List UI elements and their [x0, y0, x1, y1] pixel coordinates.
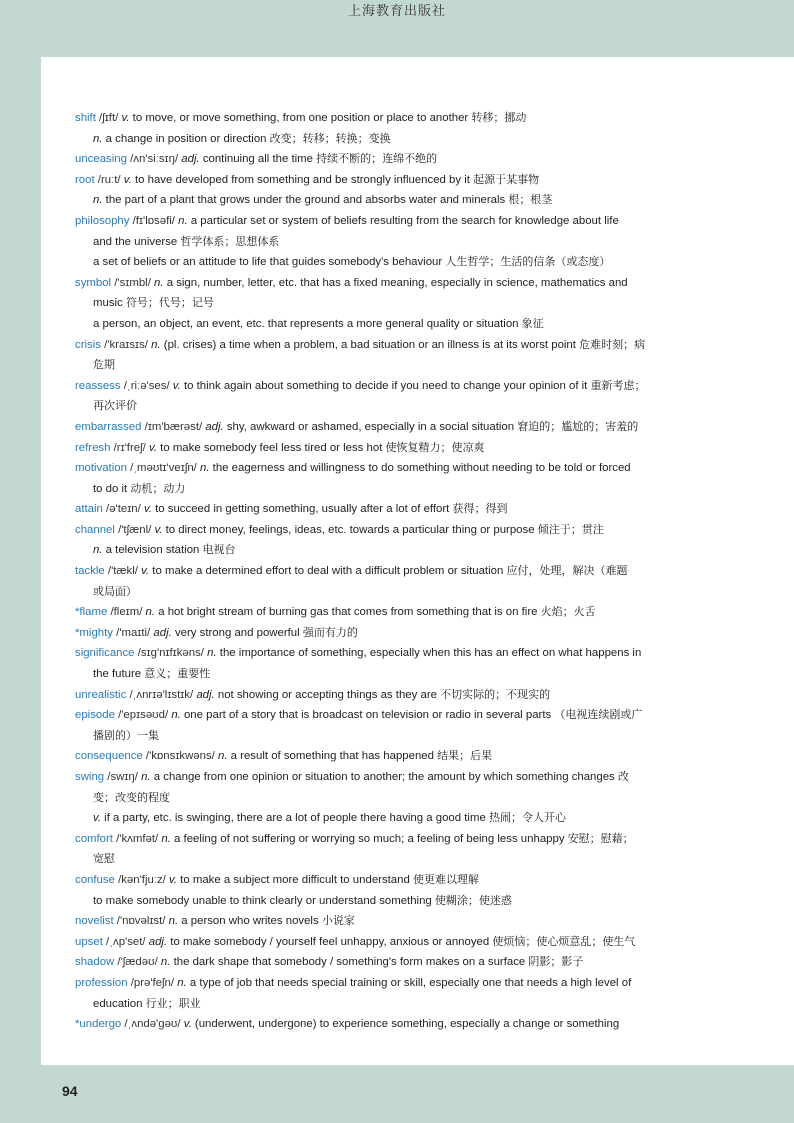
phonetic: /'tʃænl/ [114, 523, 155, 536]
definition: to think again about something to decide if you need to change your opinion of it [180, 379, 591, 392]
definition: the future [93, 668, 145, 681]
phonetic: /ə'teɪn/ [102, 503, 144, 516]
chinese-gloss: 小说家 [321, 914, 355, 928]
definition: a feeling of not suffering or worrying so much; a feeling of being less unhappy [170, 832, 568, 845]
definition: a person who writes novels [178, 915, 322, 928]
part-of-speech: adj. [181, 153, 200, 166]
headword: confuse [75, 873, 115, 886]
chinese-gloss: 热闹；令人开心 [488, 811, 566, 825]
definition: to direct money, feelings, ideas, etc. towards a particular thing or purpose [162, 523, 538, 536]
definition: one part of a story that is broadcast on television or radio in several parts [180, 709, 555, 722]
chinese-gloss: 危期 [93, 358, 115, 372]
definition: a result of something that has happened [227, 750, 438, 763]
chinese-gloss: 不切实际的；不现实的 [440, 687, 551, 701]
headword: swing [75, 771, 105, 783]
vocab-entry [75, 602, 775, 623]
vocab-entry [75, 417, 775, 438]
phonetic: /ˌʌnrɪə'lɪstɪk/ [126, 688, 197, 701]
phonetic: /sɪg'nɪfɪkəns/ [134, 647, 208, 660]
part-of-speech: n. [178, 214, 188, 227]
headword: episode [75, 709, 115, 722]
headword: tackle [75, 565, 105, 578]
definition: music [93, 297, 126, 310]
chinese-gloss: 强而有力的 [302, 625, 358, 639]
chinese-gloss: 窘迫的；尴尬的；害羞的 [517, 419, 639, 433]
part-of-speech: v. [169, 873, 178, 886]
vocab-entry [75, 170, 775, 191]
headword: symbol [75, 276, 112, 289]
chinese-gloss: 安慰；慰藉； [567, 831, 634, 845]
phonetic: /ruːt/ [94, 173, 124, 186]
part-of-speech: v. [143, 503, 152, 516]
chinese-gloss: 重新考虑； [590, 378, 646, 392]
entry-continuation [75, 252, 775, 273]
vocab-entry [75, 746, 775, 767]
chinese-gloss: 改变；转移；转换；变换 [269, 131, 391, 145]
chinese-gloss: 转移；挪动 [471, 111, 527, 124]
definition: to move, or move something, from one position or place to another [129, 112, 472, 124]
part-of-speech: adj. [148, 935, 168, 948]
chinese-gloss: 象征 [521, 316, 544, 330]
headword: root [75, 173, 95, 186]
page-content [41, 57, 794, 1065]
chinese-gloss: 使烦恼；使心烦意乱；使生气 [492, 934, 636, 948]
chinese-gloss: 或局面） [93, 584, 137, 598]
phonetic: /'kraɪsɪs/ [100, 338, 152, 351]
chinese-gloss: 起源于某事物 [473, 172, 540, 186]
headword: unceasing [75, 153, 127, 166]
phonetic: /rɪ'freʃ/ [110, 441, 149, 454]
headword: reassess [75, 379, 121, 392]
part-of-speech: n. [145, 606, 156, 619]
part-of-speech: n. [93, 544, 103, 557]
vocab-entry [75, 911, 775, 932]
definition: and the universe [93, 235, 181, 248]
part-of-speech: v. [154, 523, 163, 536]
phonetic: /'nɒvəlɪst/ [113, 915, 169, 928]
entry-continuation [75, 190, 775, 211]
chinese-gloss: 持续不断的；连绵不绝的 [316, 152, 438, 166]
definition: a television station [102, 544, 203, 557]
part-of-speech: n. [160, 956, 171, 969]
vocab-entry [75, 643, 775, 664]
entry-continuation [75, 849, 775, 870]
headword: channel [75, 523, 115, 536]
definition: to succeed in getting something, usually after a lot of effort [151, 503, 453, 516]
vocab-entry [75, 108, 775, 129]
definition: to do it [93, 482, 131, 495]
vocab-entry [75, 273, 775, 294]
headword: philosophy [75, 214, 130, 227]
entry-continuation [75, 232, 775, 253]
vocab-entry [75, 149, 775, 170]
phonetic: /'kɒnsɪkwəns/ [142, 750, 219, 763]
vocab-entry [75, 685, 775, 706]
definition: to make a subject more difficult to understand [177, 873, 413, 886]
vocab-entry [75, 376, 775, 397]
headword: *undergo [75, 1018, 122, 1031]
definition: to make somebody / yourself feel unhappy, anxious or annoyed [167, 935, 493, 948]
headword: comfort [75, 832, 113, 845]
entry-continuation [75, 479, 775, 500]
definition: very strong and powerful [171, 626, 303, 639]
chinese-gloss: 危难时刻；病 [579, 337, 646, 351]
part-of-speech: v. [93, 812, 102, 825]
phonetic: /kən'fjuːz/ [114, 873, 169, 886]
headword: consequence [75, 750, 143, 763]
entry-continuation [75, 994, 775, 1015]
headword: shift [75, 112, 96, 124]
chinese-gloss: 播剧的）一集 [93, 728, 159, 742]
phonetic: /ʃɪft/ [95, 112, 122, 124]
definition: the eagerness and willingness to do something without needing to be told or forced [209, 462, 631, 475]
part-of-speech: n. [200, 462, 210, 475]
headword: upset [75, 935, 103, 948]
definition: not showing or accepting things as they are [214, 688, 441, 701]
phonetic: /swɪŋ/ [104, 771, 142, 783]
definition: a change in position or direction [102, 132, 270, 145]
definition: a change from one opinion or situation to another; the amount by which something changes [150, 771, 618, 783]
chinese-gloss: 获得；得到 [452, 502, 508, 516]
vocab-entry [75, 932, 775, 953]
vocab-entry [75, 520, 775, 541]
phonetic: /'sɪmbl/ [111, 276, 155, 289]
chinese-gloss: 符号；代号；记号 [125, 296, 214, 310]
vocab-entry [75, 829, 775, 850]
headword: shadow [75, 956, 115, 969]
definition: a particular set or system of beliefs resulting from the search for knowledge about life [187, 214, 619, 227]
part-of-speech: n. [151, 338, 161, 351]
entry-continuation [75, 726, 775, 747]
definition: continuing all the time [199, 153, 317, 166]
part-of-speech: n. [93, 194, 103, 207]
vocab-entry [75, 499, 775, 520]
vocab-entry [75, 458, 775, 479]
chinese-gloss: 根；根茎 [508, 193, 553, 207]
definition: (pl. crises) a time when a problem, a bad situation or an illness is at its worst point [160, 338, 580, 351]
entry-continuation [75, 808, 775, 829]
chinese-gloss: 人生哲学；生活的信条（或态度） [445, 255, 611, 269]
entry-continuation [75, 540, 775, 561]
part-of-speech: v. [121, 112, 130, 124]
definition: the dark shape that somebody / something's form makes on a surface [170, 956, 529, 969]
phonetic: /ˌʌndə'gəʊ/ [121, 1018, 184, 1031]
entry-continuation [75, 355, 775, 376]
chinese-gloss: 火焰；火舌 [540, 605, 596, 619]
vocab-entry [75, 952, 775, 973]
part-of-speech: n. [154, 276, 164, 289]
entry-continuation [75, 129, 775, 150]
phonetic: /ˌriːə'ses/ [120, 379, 173, 392]
part-of-speech: v. [183, 1018, 192, 1031]
chinese-gloss: 动机；动力 [130, 481, 186, 495]
chinese-gloss: 行业；职业 [145, 996, 201, 1010]
vocab-entry [75, 335, 775, 356]
chinese-gloss: 意义；重要性 [144, 667, 211, 681]
chinese-gloss: 电视台 [202, 543, 236, 557]
headword: novelist [75, 915, 114, 928]
publisher-name: 上海教育出版社 [347, 4, 446, 19]
headword: *flame [75, 606, 108, 619]
entry-continuation [75, 396, 775, 417]
part-of-speech: n. [93, 132, 103, 145]
entry-continuation [75, 891, 775, 912]
vocab-entry [75, 870, 775, 891]
definition: a type of job that needs special training or skill, especially one that needs a high level of [186, 976, 632, 989]
headword: embarrassed [75, 420, 142, 433]
definition: to make a determined effort to deal with a difficult problem or situation [149, 565, 507, 578]
chinese-gloss: 使更难以理解 [412, 872, 479, 886]
definition: to make somebody unable to think clearly or understand something [93, 894, 435, 907]
part-of-speech: n. [141, 771, 151, 783]
vocab-entry [75, 623, 775, 644]
page-number: 94 [62, 1083, 78, 1099]
headword: motivation [75, 462, 127, 475]
headword: profession [75, 976, 128, 989]
definition: the part of a plant that grows under the ground and absorbs water and minerals [102, 194, 509, 207]
vocab-entry [75, 973, 775, 994]
vocab-entry [75, 438, 775, 459]
part-of-speech: v. [148, 441, 157, 454]
definition: a sign, number, letter, etc. that has a fixed meaning, especially in science, mathematics and [163, 276, 628, 289]
headword: *mighty [75, 626, 113, 639]
definition: a set of beliefs or an attitude to life that guides somebody's behaviour [93, 256, 446, 269]
definition: a hot bright stream of burning gas that comes from something that is on fire [155, 606, 541, 619]
headword: crisis [75, 338, 101, 351]
definition: education [93, 997, 146, 1010]
definition: to have developed from something and be strongly influenced by it [131, 173, 474, 186]
entry-continuation [75, 788, 775, 809]
phonetic: /'epɪsəʊd/ [114, 709, 172, 722]
definition: a person, an object, an event, etc. that represents a more general quality or situation [93, 317, 522, 330]
phonetic: /'ʃædəʊ/ [114, 956, 161, 969]
chinese-gloss: 阴影；影子 [528, 955, 584, 969]
phonetic: /ˌʌp'set/ [102, 935, 149, 948]
part-of-speech: n. [168, 915, 179, 928]
headword: refresh [75, 441, 111, 454]
phonetic: /'kʌmfət/ [112, 832, 162, 845]
phonetic: /fɪ'lɒsəfi/ [129, 214, 179, 227]
chinese-gloss: 再次评价 [93, 399, 137, 413]
definition: shy, awkward or ashamed, especially in a social situation [223, 420, 518, 433]
part-of-speech: v. [123, 173, 132, 186]
chinese-gloss: 宽慰 [93, 852, 115, 866]
vocab-entry [75, 705, 775, 726]
chinese-gloss: 使恢复精力；使凉爽 [385, 440, 485, 454]
chinese-gloss: 变；改变的程度 [93, 790, 170, 804]
phonetic: /ˌməʊtɪ'veɪʃn/ [126, 462, 201, 475]
headword: attain [75, 503, 103, 516]
part-of-speech: v. [141, 565, 150, 578]
headword: significance [75, 647, 135, 660]
part-of-speech: n. [218, 750, 228, 763]
chinese-gloss: 改 [617, 770, 629, 783]
chinese-gloss: 使糊涂；使迷惑 [434, 893, 512, 907]
entry-continuation [75, 293, 775, 314]
headword: unrealistic [75, 688, 127, 701]
part-of-speech: n. [171, 709, 181, 722]
chinese-gloss: （电视连续剧或广 [554, 708, 643, 722]
part-of-speech: n. [177, 976, 187, 989]
vocab-entry [75, 561, 775, 582]
part-of-speech: adj. [196, 688, 215, 701]
phonetic: /'maɪti/ [112, 626, 154, 639]
chinese-gloss: 哲学体系；思想体系 [180, 234, 280, 248]
chinese-gloss: 倾注于；贯注 [537, 522, 604, 536]
entry-continuation [75, 314, 775, 335]
vocab-entry [75, 211, 775, 232]
definition: if a party, etc. is swinging, there are a lot of people there having a good time [101, 812, 489, 825]
phonetic: /prə'feʃn/ [127, 976, 178, 989]
chinese-gloss: 应付，处理，解决（难题 [506, 564, 628, 578]
vocab-entry [75, 767, 775, 788]
part-of-speech: adj. [153, 626, 172, 639]
phonetic: /'tækl/ [104, 565, 142, 578]
vocab-entry [75, 1014, 775, 1035]
part-of-speech: v. [172, 379, 181, 392]
part-of-speech: n. [161, 832, 171, 845]
entry-continuation [75, 664, 775, 685]
definition: to make somebody feel less tired or less hot [156, 441, 386, 454]
part-of-speech: n. [207, 647, 217, 660]
phonetic: /fleɪm/ [107, 606, 146, 619]
phonetic: /ɪm'bærəst/ [141, 420, 206, 433]
entry-continuation [75, 582, 775, 603]
part-of-speech: adj. [205, 420, 224, 433]
chinese-gloss: 结果；后果 [437, 749, 493, 763]
definition: (underwent, undergone) to experience something, especially a change or something [191, 1018, 620, 1031]
phonetic: /ʌn'siːsɪŋ/ [126, 153, 182, 166]
vocabulary-list [75, 108, 775, 1035]
definition: the importance of something, especially when this has an effect on what happens in [216, 647, 642, 660]
